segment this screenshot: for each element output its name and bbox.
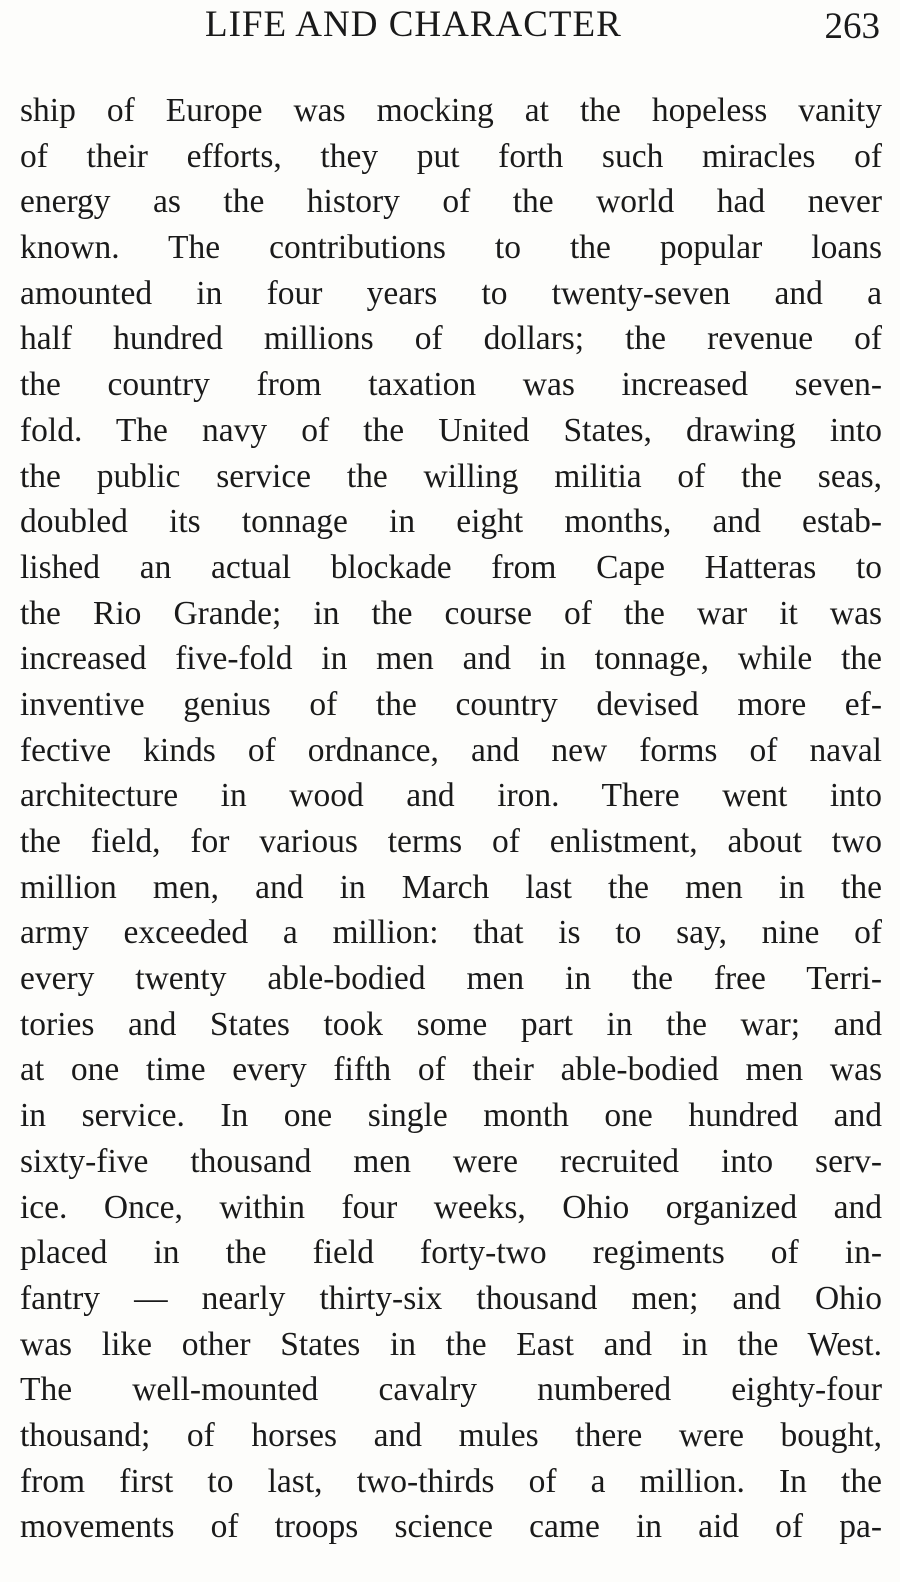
text-line: tories and States took some part in the war; and [20, 1005, 882, 1043]
running-head [0, 0, 900, 60]
text-line: at one time every fifth of their able-bodied men was [20, 1051, 882, 1089]
text-line: every twenty able-bodied men in the free Terri- [20, 960, 882, 998]
text-line: doubled its tonnage in eight months, and estab- [20, 503, 882, 541]
text-line: inventive genius of the country devised more ef- [20, 685, 882, 723]
text-line: increased five-fold in men and in tonnage, while the [20, 640, 882, 678]
text-line: placed in the field forty-two regiments of in- [20, 1234, 882, 1272]
text-line: the public service the willing militia of the seas, [20, 457, 882, 495]
page-number: 263 [824, 6, 880, 47]
body-text [20, 88, 882, 1550]
running-title: LIFE AND CHARACTER [205, 4, 622, 45]
text-line: in service. In one single month one hundred and [20, 1097, 882, 1135]
text-line: million men, and in March last the men in the [20, 868, 882, 906]
text-line: The well-mounted cavalry numbered eighty-four [20, 1371, 882, 1409]
text-line: army exceeded a million: that is to say, nine of [20, 914, 882, 952]
text-line: sixty-five thousand men were recruited into serv- [20, 1142, 882, 1180]
text-line: lished an actual blockade from Cape Hatteras to [20, 548, 882, 586]
text-line: the country from taxation was increased seven- [20, 366, 882, 404]
text-line: thousand; of horses and mules there were bought, [20, 1416, 882, 1454]
text-line: the field, for various terms of enlistment, about two [20, 823, 882, 860]
text-line: fantry — nearly thirty-six thousand men; and Ohio [20, 1279, 882, 1317]
text-line: amounted in four years to twenty-seven and a [20, 274, 882, 312]
text-line: ice. Once, within four weeks, Ohio organized and [20, 1188, 882, 1226]
text-line: known. The contributions to the popular loans [20, 229, 882, 267]
text-line: energy as the history of the world had never [20, 183, 882, 221]
text-line: fective kinds of ordnance, and new forms of naval [20, 731, 882, 769]
text-line: architecture in wood and iron. There went into [20, 777, 882, 815]
text-line: was like other States in the East and in the West. [20, 1325, 882, 1363]
text-line: ship of Europe was mocking at the hopeless vanity [20, 92, 882, 129]
text-line: half hundred millions of dollars; the revenue of [20, 320, 882, 358]
text-line: movements of troops science came in aid of pa- [20, 1508, 882, 1546]
text-line: the Rio Grande; in the course of the war it was [20, 594, 882, 632]
text-line: of their efforts, they put forth such miracles of [20, 137, 882, 175]
text-line: fold. The navy of the United States, drawing into [20, 411, 882, 449]
text-line: from first to last, two-thirds of a million. In the [20, 1462, 882, 1500]
